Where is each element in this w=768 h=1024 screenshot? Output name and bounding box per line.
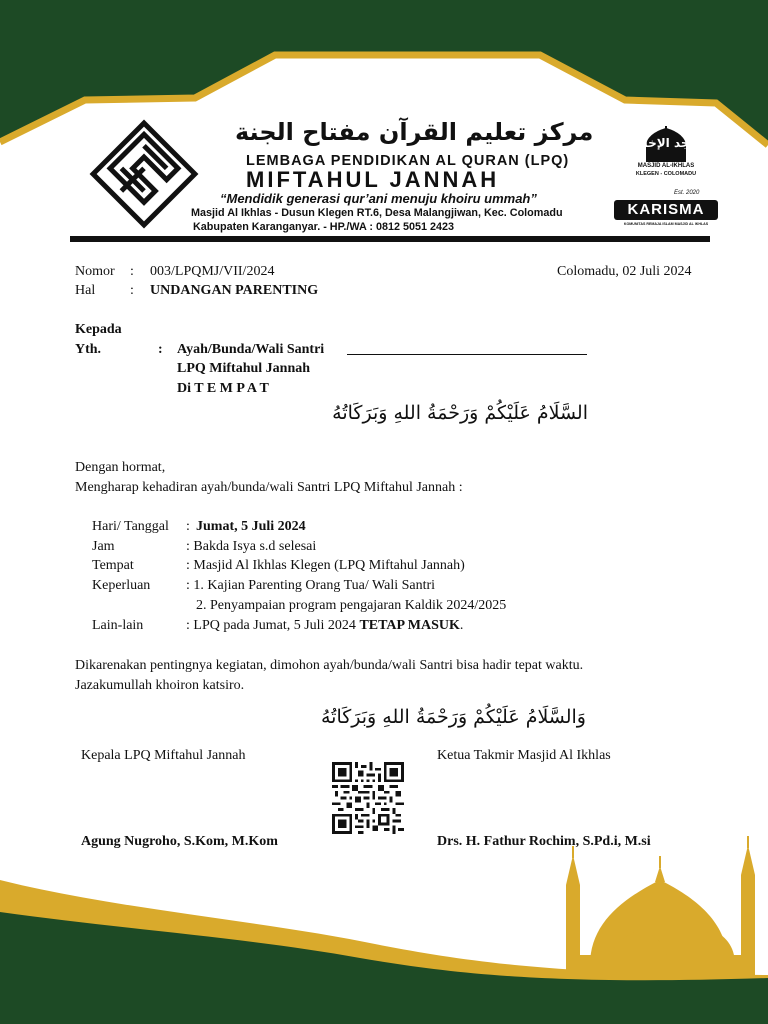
nomor-value: 003/LPQMJ/VII/2024 (150, 264, 275, 279)
sign-right-title: Ketua Takmir Masjid Al Ikhlas (437, 748, 611, 763)
place-value: : Masjid Al Ikhlas Klegen (LPQ Miftahul Jannah) (186, 558, 465, 573)
recipient: Ayah/Bunda/Wali Santri (177, 342, 325, 357)
other-label: Lain-lain (92, 618, 144, 633)
sign-left-name: Agung Nugroho, S.Kom, M.Kom (81, 834, 278, 849)
purpose-1: : 1. Kajian Parenting Orang Tua/ Wali Santri (186, 578, 436, 593)
masjid-logo-arabic: مسجد الإخلاص (622, 136, 710, 150)
header-rule (70, 236, 710, 242)
masjid-logo-text2: KLEGEN - COLOMADU (635, 171, 697, 177)
nomor-sep: : (130, 264, 134, 279)
masjid-logo (612, 126, 720, 186)
closing-paragraph-2: Jazakumullah khoiron katsiro. (75, 678, 245, 693)
date-label: Hari/ Tanggal (92, 519, 169, 534)
header-address-1: Masjid Al Ikhlas - Dusun Klegen RT.6, Desa Malangjiwan, Kec. Colomadu (191, 207, 563, 219)
sign-left-title: Kepala LPQ Miftahul Jannah (81, 748, 246, 763)
sign-right-name: Drs. H. Fathur Rochim, S.Pd.i, M.si (437, 834, 651, 849)
nomor-label: Nomor (75, 264, 115, 279)
other-value: : LPQ pada Jumat, 5 Juli 2024 (186, 618, 356, 633)
closing-paragraph-1: Dikarenakan pentingnya kegiatan, dimohon ayah/bunda/wali Santri bisa hadir tepat waktu. (75, 658, 584, 673)
recipient-org: LPQ Miftahul Jannah (177, 361, 311, 376)
salam-closing: وَالسَّلَامُ عَلَيْكُمْ وَرَحْمَةُ اللهِ وَبَرَكَاتُهُ (320, 706, 586, 728)
karisma-sub: KOMUNITAS REMAJA ISLAM MASJID AL IKHLAS (623, 222, 709, 226)
recipient-place: Di T E M P A T (177, 381, 269, 396)
qr-code (331, 762, 405, 834)
time-label: Jam (92, 539, 115, 554)
other-end: . (459, 618, 464, 633)
yth-sep: : (158, 342, 163, 357)
header-arabic-title: مركز تعليم القرآن مفتاح الجنة (235, 118, 594, 146)
other-value-line (186, 617, 463, 635)
header-name: MIFTAHUL JANNAH (246, 167, 500, 192)
date-sep: : (186, 519, 190, 534)
purpose-label: Keperluan (92, 578, 151, 593)
greeting: Dengan hormat, (75, 460, 166, 475)
karisma-est: Est. 2020 (674, 190, 700, 196)
purpose-2: 2. Penyampaian program pengajaran Kaldik 2024/2025 (196, 598, 507, 613)
karisma-logo (612, 190, 720, 232)
time-value: : Bakda Isya s.d selesai (186, 539, 317, 554)
place-date: Colomadu, 02 Juli 2024 (557, 264, 692, 279)
hal-sep: : (130, 283, 134, 298)
hal-value: UNDANGAN PARENTING (150, 283, 319, 298)
yth-label: Yth. (75, 342, 102, 357)
hal-label: Hal (75, 283, 96, 298)
karisma-name: KARISMA (614, 200, 718, 220)
masjid-logo-text1: MASJID AL-IKHLAS (637, 163, 695, 169)
mosque-silhouette (566, 836, 755, 975)
other-emphasis: TETAP MASUK (359, 618, 460, 633)
header-institution: LEMBAGA PENDIDIKAN AL QURAN (LPQ) (246, 153, 570, 169)
date-value: Jumat, 5 Juli 2024 (196, 519, 306, 534)
recipient-name-line (347, 354, 587, 355)
header-motto: “Mendidik generasi qur’ani menuju khoiru ummah” (220, 191, 537, 206)
place-label: Tempat (92, 558, 134, 573)
salam-opening: السَّلَامُ عَلَيْكُمْ وَرَحْمَةُ اللهِ وَبَرَكَاتُهُ (332, 402, 588, 424)
header-address-2: Kabupaten Karanganyar. - HP./WA : 0812 5051 2423 (193, 221, 455, 233)
intro: Mengharap kehadiran ayah/bunda/wali Santri LPQ Miftahul Jannah : (75, 480, 463, 495)
kepada: Kepada (75, 322, 122, 337)
